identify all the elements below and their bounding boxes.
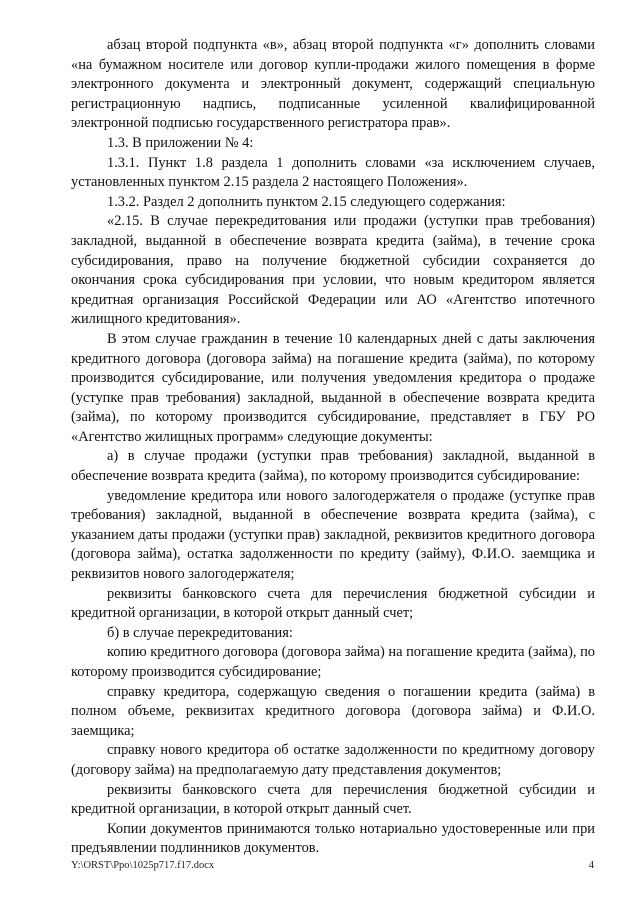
footer-file-path: Y:\ORST\Ppo\1025p717.f17.docx — [71, 860, 215, 871]
paragraph: справку нового кредитора об остатке задолженности по кредитному договору (договору займа) на предполагаемую дату представления документов; — [71, 742, 595, 778]
paragraph: б) в случае перекредитования: — [107, 624, 293, 641]
paragraph: копию кредитного договора (договора займа) на погашение кредита (займа), по которому производится субсидирование; — [71, 644, 595, 680]
paragraph: «2.15. В случае перекредитования или продажи (уступки прав требования) закладной, выданной в обеспечение возврата кредита (займа), в течение срока субсидирования, право на получение бюджетной субсидии сохраняется до окончания срока субсидирования при условии, что новым кредитором является кредитная организация Российской Федерации или АО «Агентство ипотечного жилищного кредитования». — [71, 213, 595, 328]
paragraph: В этом случае гражданин в течение 10 календарных дней с даты заключения кредитного договора (договора займа) на погашение кредита (займа), по которому производится субсидирование, или получения уведомления кредитора о продаже (уступке прав требования) закладной, выданной в обеспечение возврата кредита (займа), по которому производится субсидирование, представляет в ГБУ РО «Агентство жилищных программ» следующие документы: — [71, 330, 595, 445]
paragraph: Копии документов принимаются только нотариально удостоверенные или при предъявлении подлинников документов. — [71, 820, 595, 857]
paragraph: 1.3.1. Пункт 1.8 раздела 1 дополнить словами «за исключением случаев, установленных пунктом 2.15 раздела 2 настоящего Положения». — [71, 154, 595, 191]
paragraph: 1.3.2. Раздел 2 дополнить пунктом 2.15 следующего содержания: — [107, 193, 506, 210]
paragraph: а) в случае продажи (уступки прав требования) закладной, выданной в обеспечение возврата кредита (займа), по которому производится субсидирование: — [71, 448, 595, 485]
paragraph: уведомление кредитора или нового залогодержателя о продаже (уступке прав требования) закладной, выданной в обеспечение возврата кредита (займа), с указанием даты продажи (уступки прав) закладной, реквизитов кредитного договора (договора займа), остатка задолженности по кредиту (займу), Ф.И.О. заемщика и реквизитов нового залогодержателя; — [71, 487, 595, 583]
paragraph: абзац второй подпункта «в», абзац второй подпункта «г» дополнить словами «на бумажном носителе или договор купли-продажи жилого помещения в форме электронного документа и электронный документ, содержащий специальную регистрационную надпись, подписанные усиленной квалифицированной электронной подписью государственного регистратора прав». — [71, 37, 595, 132]
paragraph: справку кредитора, содержащую сведения о погашении кредита (займа) в полном объеме, реквизитах кредитного договора (договора займа) и Ф.И.О. заемщика; — [71, 683, 595, 739]
paragraph: реквизиты банковского счета для перечисления бюджетной субсидии и кредитной организации, в которой открыт данный счет; — [71, 585, 595, 622]
paragraph: 1.3. В приложении № 4: — [107, 134, 254, 151]
paragraph: реквизиты банковского счета для перечисления бюджетной субсидии и кредитной организации, в которой открыт данный счет. — [71, 781, 595, 818]
page-number: 4 — [588, 860, 594, 871]
document-body — [71, 36, 595, 859]
